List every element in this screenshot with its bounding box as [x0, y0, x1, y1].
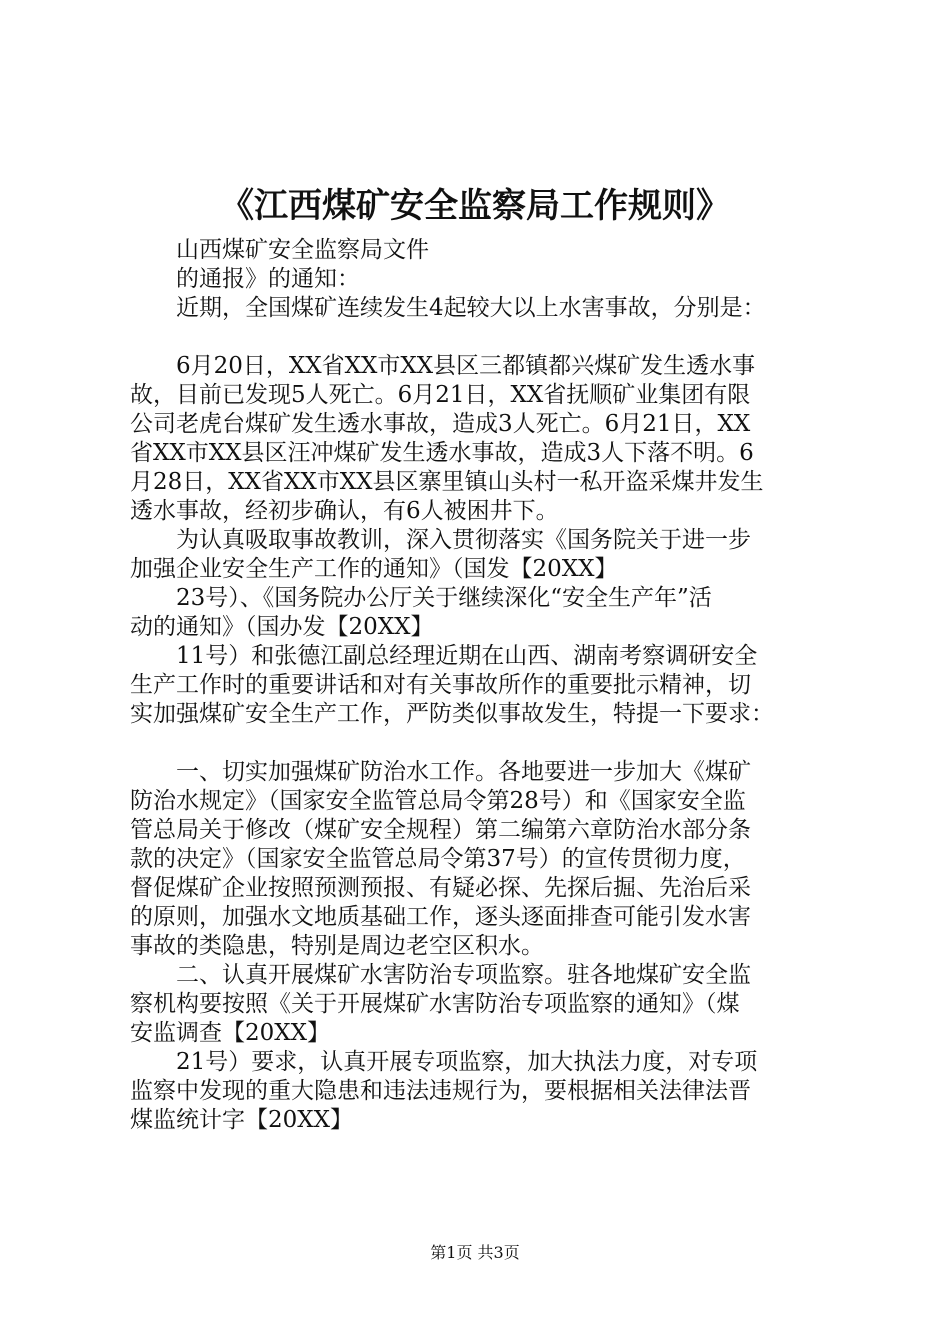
text-line: 为认真吸取事故教训，深入贯彻落实《国务院关于进一步: [130, 527, 751, 553]
text-line: 防治水规定》（国家安全监管总局令第28号）和《国家安全监: [130, 788, 746, 814]
text-line: 的通报》的通知：: [130, 266, 360, 292]
text-line: 事故的类隐患，特别是周边老空区积水。: [130, 933, 544, 959]
document-body: [130, 236, 838, 1135]
text-line: 的原则，加强水文地质基础工作，逐头逐面排查可能引发水害: [130, 904, 751, 930]
text-line: 二、认真开展煤矿水害防治专项监察。驻各地煤矿安全监: [130, 962, 751, 988]
page-indicator: 第1页 共3页: [430, 1243, 520, 1262]
text-line: 实加强煤矿安全生产工作，严防类似事故发生，特提一下要求：: [130, 701, 774, 727]
paragraph-gap: [130, 323, 838, 352]
text-line: 生产工作时的重要讲话和对有关事故所作的重要批示精神，切: [130, 672, 751, 698]
text-line: 管总局关于修改（煤矿安全规程）第二编第六章防治水部分条: [130, 817, 751, 843]
text-line: 月28日，XX省XX市XX县区寨里镇山头村一私开盗采煤井发生: [130, 469, 764, 495]
text-line: 加强企业安全生产工作的通知》（国发【20XX】: [130, 556, 618, 582]
text-line: 一、切实加强煤矿防治水工作。各地要进一步加大《煤矿: [130, 759, 751, 785]
text-line: 11号）和张德江副总经理近期在山西、湖南考察调研安全: [130, 643, 758, 669]
text-line: 21号）要求，认真开展专项监察，加大执法力度，对专项: [130, 1049, 758, 1075]
text-line: 透水事故，经初步确认，有6人被困井下。: [130, 498, 559, 524]
text-line: 察机构要按照《关于开展煤矿水害防治专项监察的通知》（煤: [130, 991, 740, 1017]
text-line: 近期，全国煤矿连续发生4起较大以上水害事故，分别是：: [130, 295, 766, 321]
text-line: 故，目前已发现5人死亡。6月21日，XX省抚顺矿业集团有限: [130, 382, 751, 408]
paragraph-gap: [130, 729, 838, 758]
text-line: 6月20日，XX省XX市XX县区三都镇都兴煤矿发生透水事: [130, 353, 756, 379]
text-line: 山西煤矿安全监察局文件: [130, 237, 429, 263]
text-line: 监察中发现的重大隐患和违法违规行为，要根据相关法律法晋: [130, 1078, 751, 1104]
text-line: 煤监统计字【20XX】: [130, 1107, 354, 1133]
text-line: 安监调查【20XX】: [130, 1020, 331, 1046]
text-line: 公司老虎台煤矿发生透水事故，造成3人死亡。6月21日，XX: [130, 411, 751, 437]
text-line: 督促煤矿企业按照预测预报、有疑必探、先探后掘、先治后采: [130, 875, 751, 901]
text-line: 款的决定》（国家安全监管总局令第37号）的宣传贯彻力度，: [130, 846, 746, 872]
text-line: 省XX市XX县区汪冲煤矿发生透水事故，造成3人下落不明。6: [130, 440, 754, 466]
document-title: 《江西煤矿安全监察局工作规则》: [220, 186, 730, 226]
text-line: 动的通知》（国办发【20XX】: [130, 614, 434, 640]
text-line: 23号）、《国务院办公厅关于继续深化“安全生产年”活: [130, 585, 712, 611]
